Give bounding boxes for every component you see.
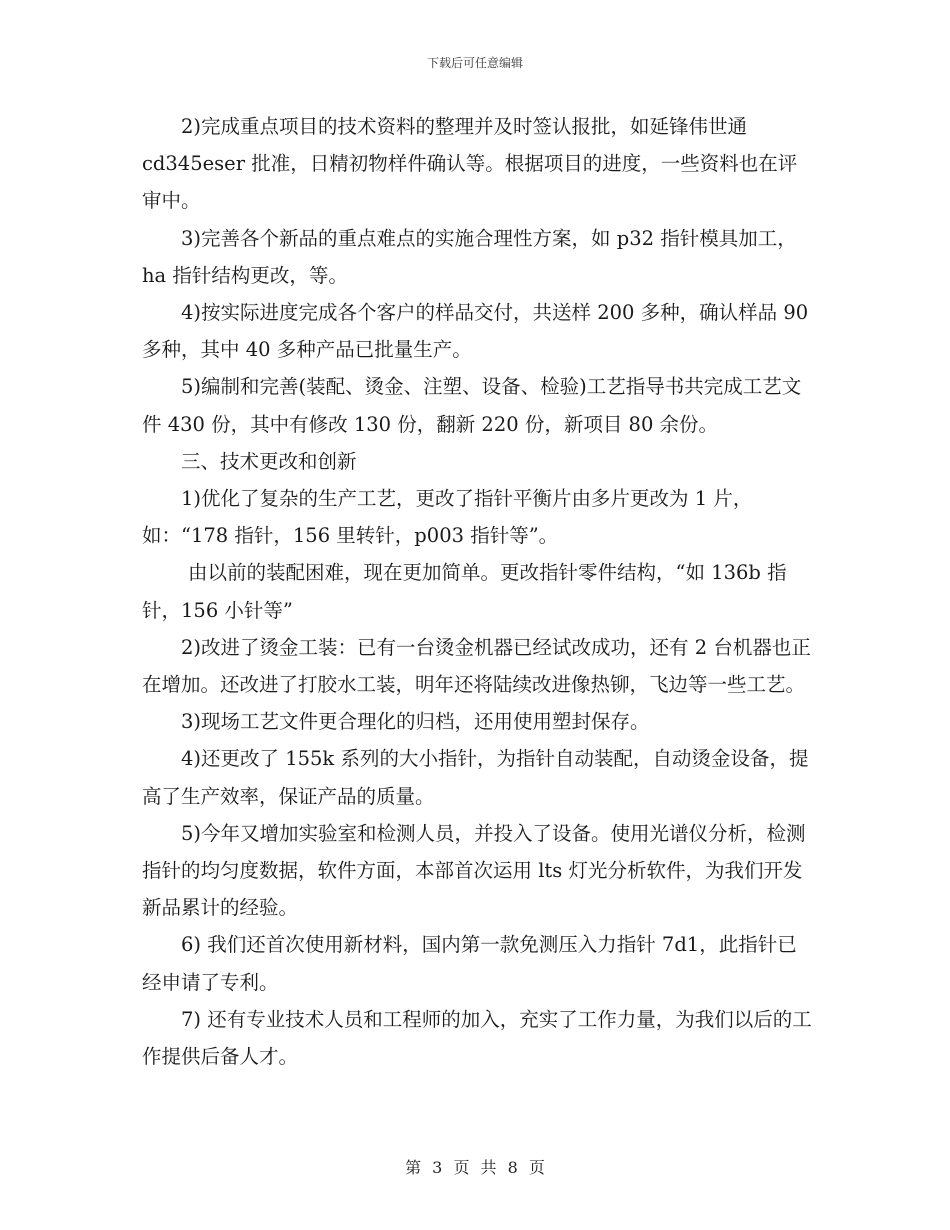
paragraph-item-4: 4)按实际进度完成各个客户的样品交付，共送样 200 多种，确认样品 90 多种，其中 40 多种产品已批量生产。 <box>142 301 809 362</box>
page-footer: 第 3 页 共 8 页 <box>405 1158 545 1177</box>
paragraph-change-3: 3)现场工艺文件更合理化的归档，还用使用塑封保存。 <box>181 710 650 734</box>
paragraph-change-1: 1)优化了复杂的生产工艺，更改了指针平衡片由多片更改为 1 片，如：“178 指针，156 里转针，p003 指针等”。 <box>142 487 753 548</box>
page-header: 下载后可任意编辑 <box>426 56 523 70</box>
paragraph-change-2: 2)改进了烫金工装：已有一台烫金机器已经试改成功，还有 2 台机器也正在增加。还改进了打胶水工装，明年还将陆续改进像热铆，飞边等一些工艺。 <box>142 635 811 697</box>
paragraph-change-4: 4)还更改了 155k 系列的大小指针，为指针自动装配，自动烫金设备，提高了生产效率，保证产品的质量。 <box>142 747 809 808</box>
section-heading-tech-change: 三、技术更改和创新 <box>181 449 357 473</box>
paragraph-change-7: 7) 还有专业技术人员和工程师的加入，充实了工作力量，为我们以后的工作提供后备人才。 <box>142 1007 812 1069</box>
paragraph-item-3: 3)完善各个新品的重点难点的实施合理性方案，如 p32 指针模具加工，ha 指针结构更改，等。 <box>142 226 797 287</box>
paragraph-item-5: 5)编制和完善(装配、烫金、注塑、设备、检验)工艺指导书共完成工艺文件 430 份，其中有修改 130 份，翻新 220 份，新项目 80 余份。 <box>142 375 802 436</box>
paragraph-change-1-cont: 由以前的装配困难，现在更加简单。更改指针零件结构，“如 136b 指针，156 小针等” <box>142 561 787 622</box>
paragraph-change-6: 6) 我们还首次使用新材料，国内第一款免测压入力指针 7d1，此指针已经申请了专利。 <box>142 933 797 994</box>
document-body <box>142 108 814 1075</box>
paragraph-change-5: 5)今年又增加实验室和检测人员，并投入了设备。使用光谱仪分析，检测指针的均匀度数据，软件方面，本部首次运用 lts 灯光分析软件，为我们开发新品累计的经验。 <box>142 821 806 920</box>
paragraph-item-2: 2)完成重点项目的技术资料的整理并及时签认报批，如延锋伟世通 cd345eser 批准，日精初物样件确认等。根据项目的进度，一些资料也在评审中。 <box>142 115 798 213</box>
